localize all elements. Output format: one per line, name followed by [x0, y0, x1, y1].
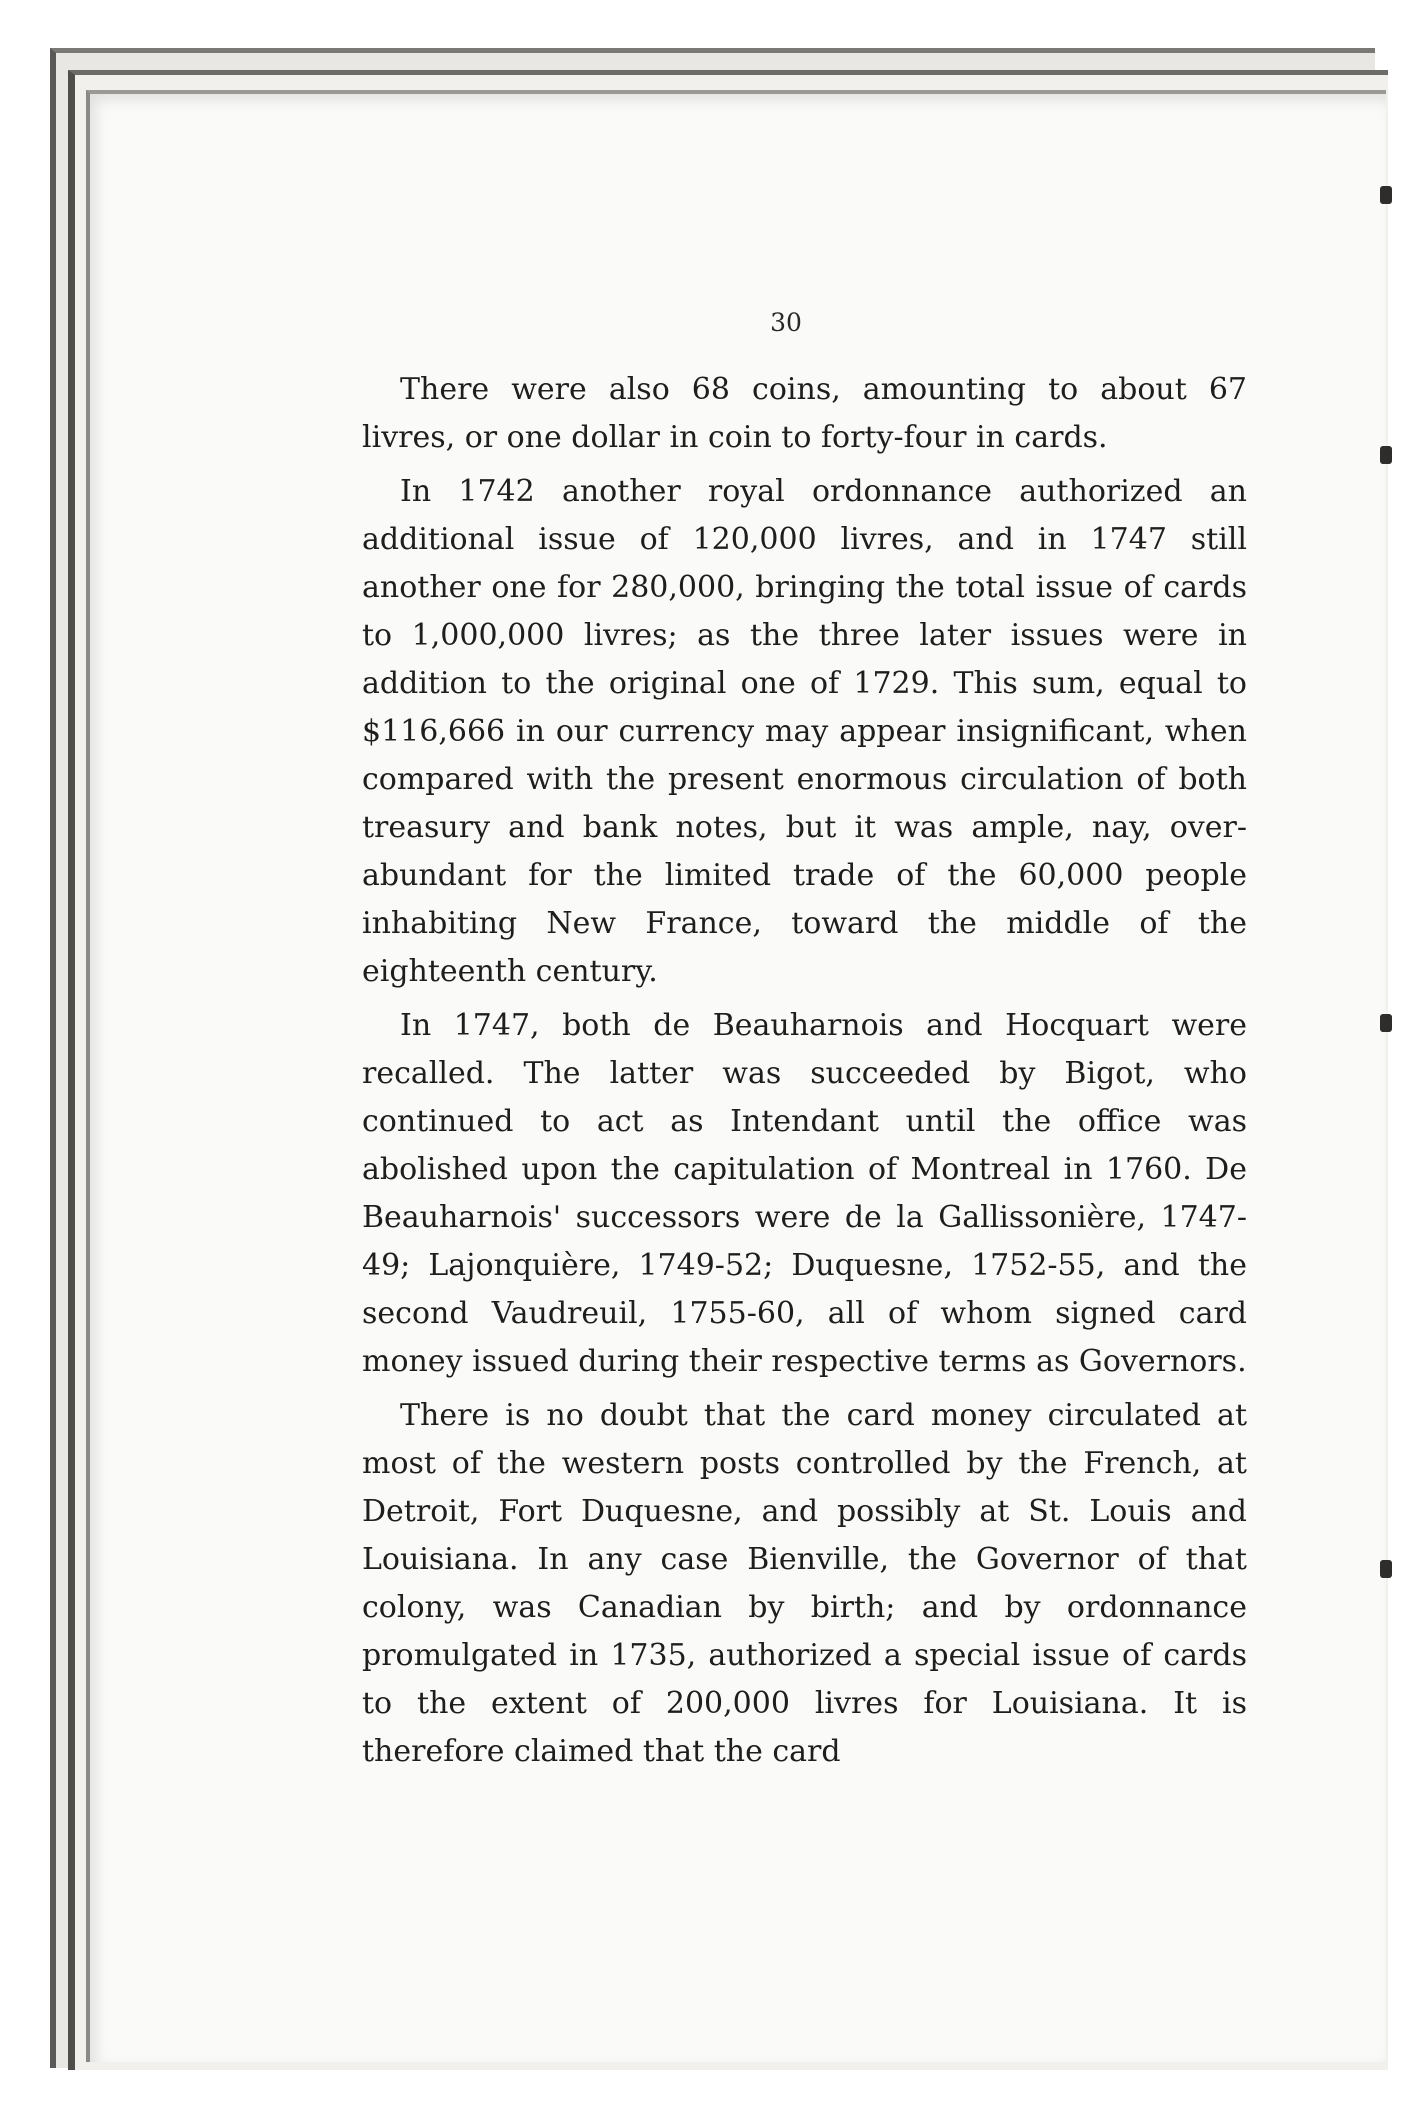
paragraph: There is no doubt that the card money circulated at most of the western posts controlled by the French, at Detroit, Fort Duquesne, and possibly at St. Louis and Louisiana. In any case Bienville, the Governor of that colony, was Canadian by birth; and by ordonnance promulgated in 1735, authorized a special issue of cards to the extent of 200,000 livres for Louisiana. It is therefore claimed that the card	[362, 1398, 1247, 1769]
edge-tab-mark	[1380, 446, 1392, 464]
paragraph: In 1747, both de Beauharnois and Hocquart were recalled. The latter was succeeded by Bigot, who continued to act as Intendant until the office was abolished upon the capitulation of Montreal in 1760. De Beauharnois' successors were de la Gallissonière, 1747-49; Lajonquière, 1749-52; Duquesne, 1752-55, and the second Vaudreuil, 1755-60, all of whom signed card money issued during their respective terms as Governors.	[362, 1008, 1247, 1379]
paragraph: In 1742 another royal ordonnance authorized an additional issue of 120,000 livres, and in 1747 still another one for 280,000, bringing the total issue of cards to 1,000,000 livres; as the three later issues were in addition to the original one of 1729. This sum, equal to $116,666 in our currency may appear insignificant, when compared with the present enormous circulation of both treasury and bank notes, but it was ample, nay, over-abundant for the limited trade of the 60,000 people inhabiting New France, toward the middle of the eighteenth century.	[362, 474, 1247, 989]
body-text	[362, 366, 1247, 1776]
page-number: 30	[770, 308, 802, 337]
edge-tab-mark	[1380, 186, 1392, 204]
edge-tab-mark	[1380, 1560, 1392, 1578]
edge-tab-mark	[1380, 1014, 1392, 1032]
paragraph: There were also 68 coins, amounting to about 67 livres, or one dollar in coin to forty-four in cards.	[362, 372, 1247, 455]
